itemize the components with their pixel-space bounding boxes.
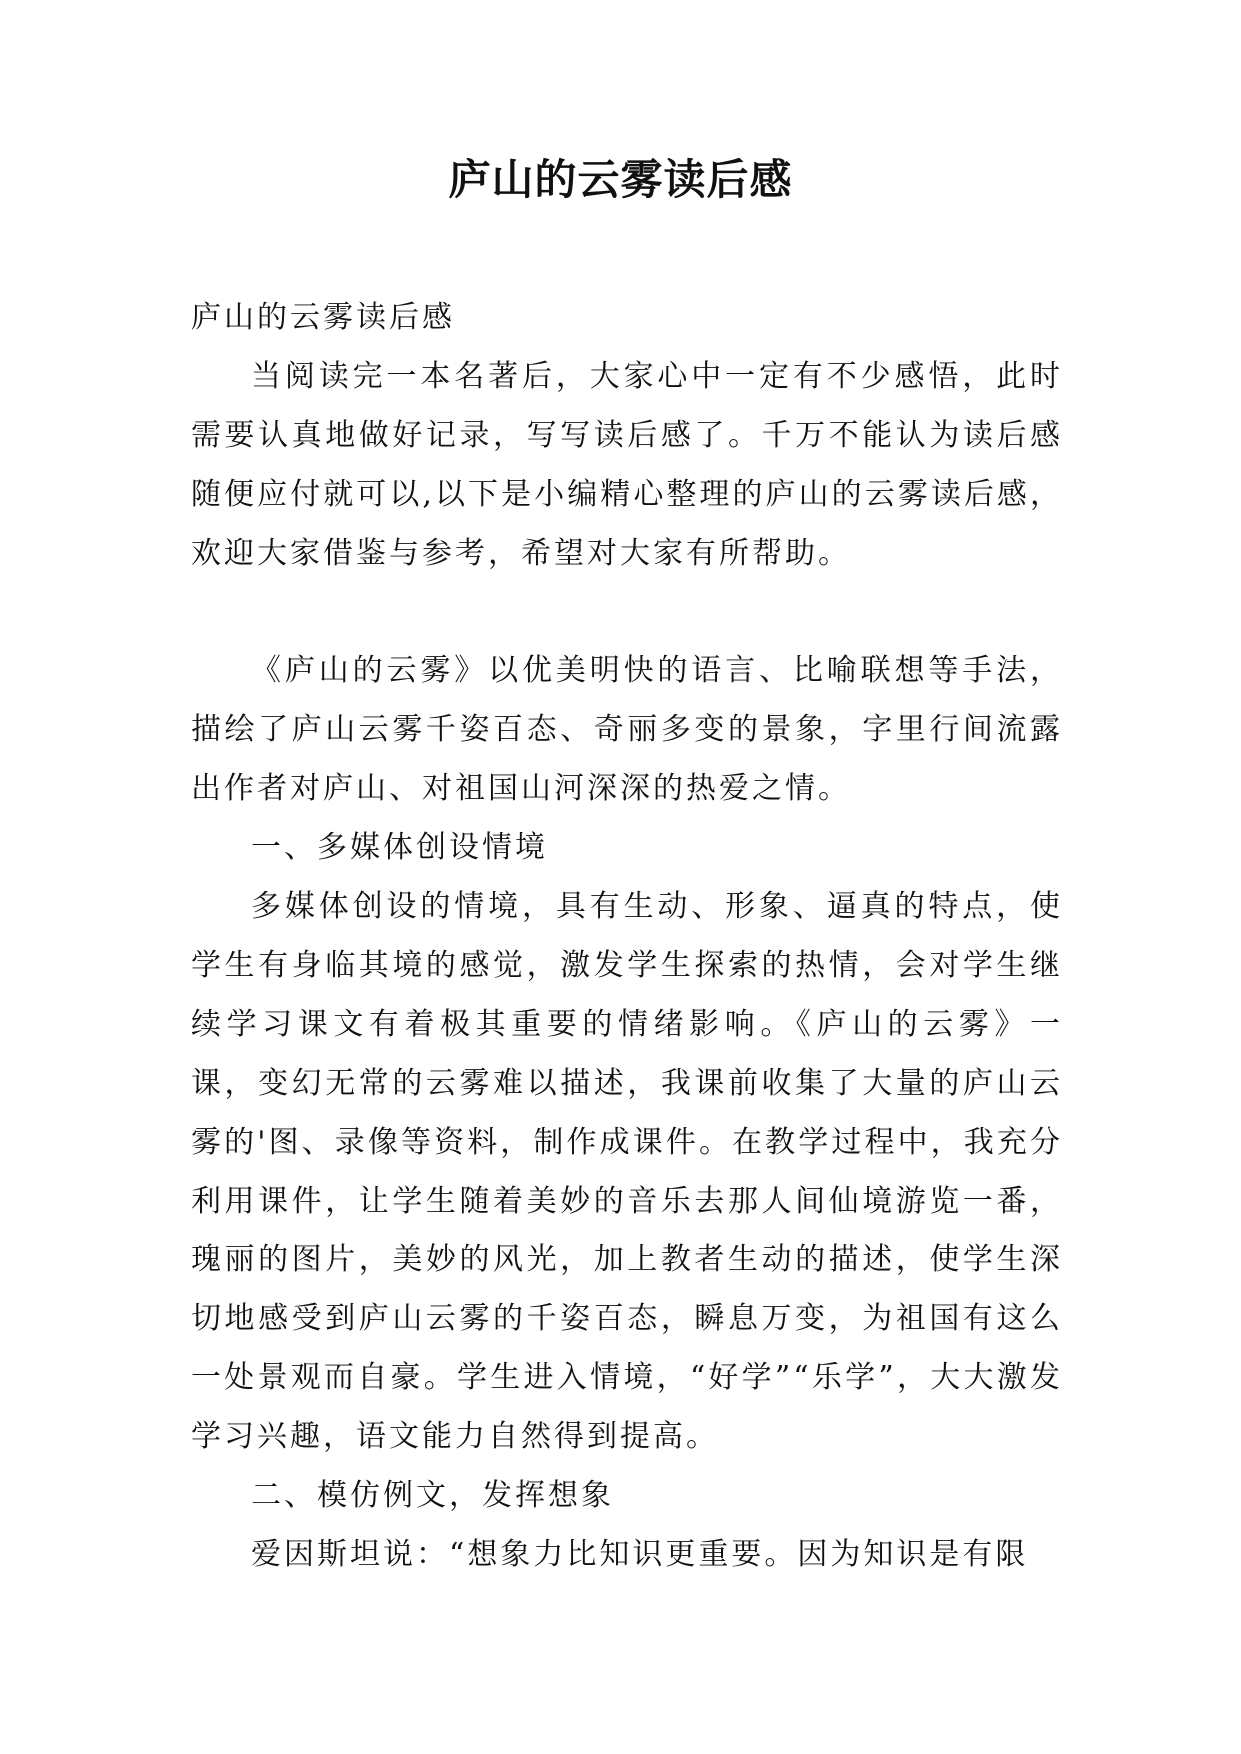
paragraph-subtitle: 庐山的云雾读后感	[191, 300, 455, 335]
section-heading-2: 二、模仿例文，发挥想象	[251, 1478, 614, 1514]
section-heading-1: 一、多媒体创设情境	[251, 830, 548, 866]
paragraph-section-1: 多媒体创设的情境，具有生动、形象、逼真的特点，使学生有身临其境的感觉，激发学生探索的热情，会对学生继续学习课文有着极其重要的情绪影响。《庐山的云雾》一课，变幻无常的云雾难以描述，我课前收集了大量的庐山云雾的'图、录像等资料，制作成课件。在教学过程中，我充分利用课件，让学生随着美妙的音乐去那人间仙境游览一番，瑰丽的图片，美妙的风光，加上教者生动的描述，使学生深切地感受到庐山云雾的千姿百态，瞬息万变，为祖国有这么一处景观而自豪。学生进入情境，“好学”“乐学”，大大激发学习兴趣，语文能力自然得到提高。	[191, 889, 1063, 1455]
document-title: 庐山的云雾读后感	[448, 155, 793, 204]
paragraph-intro: 当阅读完一本名著后，大家心中一定有不少感悟，此时需要认真地做好记录，写写读后感了。千万不能认为读后感随便应付就可以,以下是小编精心整理的庐山的云雾读后感，欢迎大家借鉴与参考，希望对大家有所帮助。	[191, 358, 1063, 571]
paragraph-summary: 《庐山的云雾》以优美明快的语言、比喻联想等手法，描绘了庐山云雾千姿百态、奇丽多变的景象，字里行间流露出作者对庐山、对祖国山河深深的热爱之情。	[191, 653, 1063, 807]
paragraph-spacer	[191, 584, 1063, 643]
paragraph-section-2: 爱因斯坦说：“想象力比知识更重要。因为知识是有限	[251, 1537, 1029, 1573]
document-body	[191, 289, 1063, 1585]
